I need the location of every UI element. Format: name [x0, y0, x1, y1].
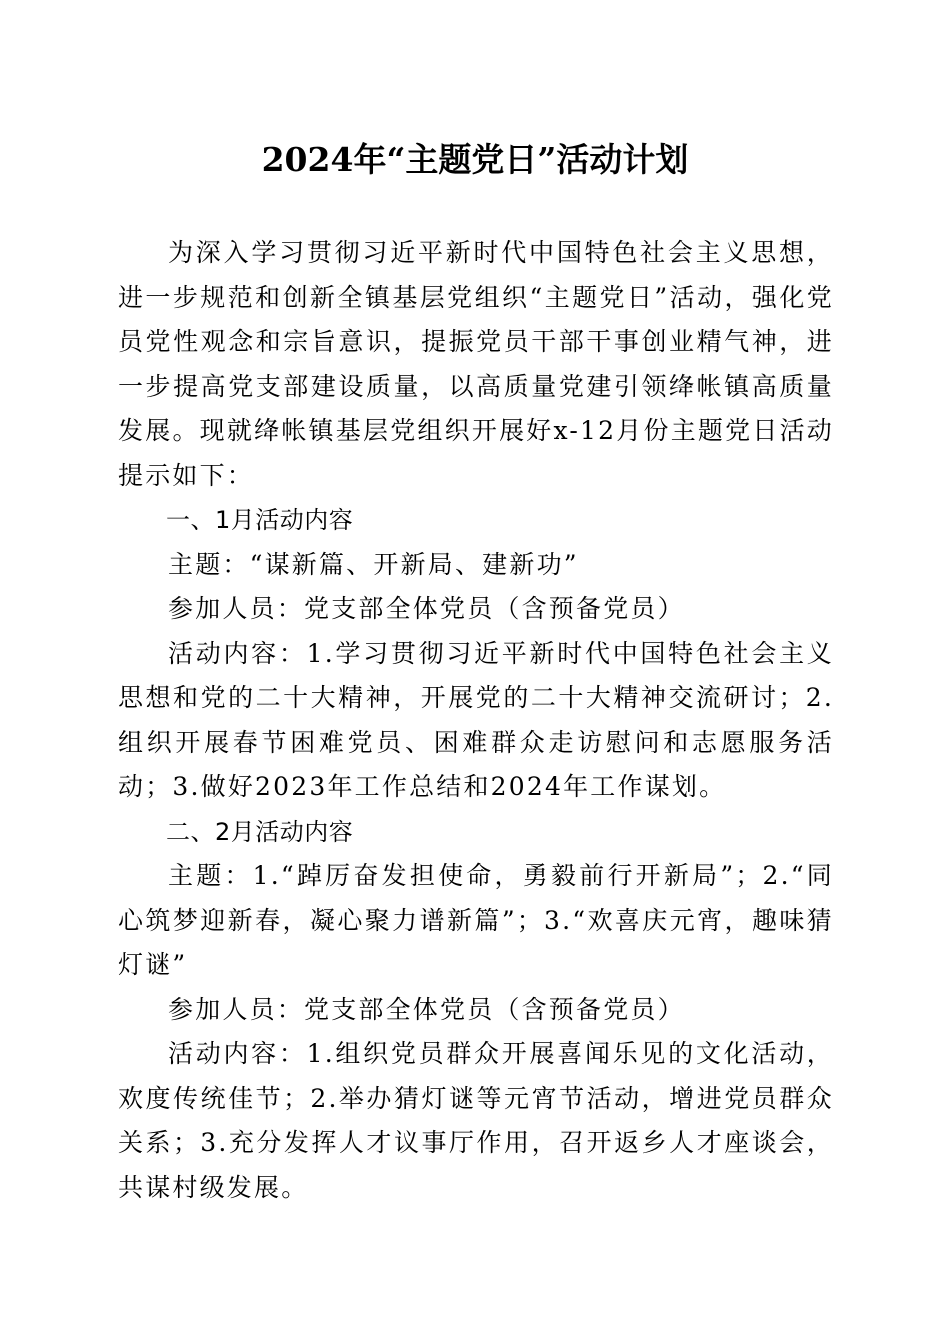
section-heading: 二、2月活动内容 — [166, 817, 354, 846]
document-title: 2024年“主题党日”活动计划 — [261, 140, 689, 179]
section-theme: 主题：“谋新篇、开新局、建新功” — [168, 549, 579, 579]
section-content: 活动内容：1.学习贯彻习近平新时代中国特色社会主义思想和党的二十大精神，开展党的二十大精神交流研讨；2.组织开展春节困难党员、困难群众走访慰问和志愿服务活动；3.做好2023年工作总结和2024年工作谋划。 — [118, 638, 834, 801]
section-participants: 参加人员：党支部全体党员（含预备党员） — [168, 594, 685, 623]
section-participants: 参加人员：党支部全体党员（含预备党员） — [168, 994, 685, 1024]
document-body — [118, 231, 834, 1210]
section-january — [118, 498, 834, 810]
section-february — [118, 810, 834, 1211]
section-heading: 一、1月活动内容 — [166, 506, 354, 534]
section-content: 活动内容：1.组织党员群众开展喜闻乐见的文化活动，欢度传统佳节；2.举办猜灯谜等元宵节活动，增进党员群众关系；3.充分发挥人才议事厅作用，召开返乡人才座谈会，共谋村级发展。 — [118, 1039, 834, 1202]
intro-paragraph: 为深入学习贯彻习近平新时代中国特色社会主义思想，进一步规范和创新全镇基层党组织“主题党日”活动，强化党员党性观念和宗旨意识，提振党员干部干事创业精气神，进一步提高党支部建设质量，以高质量党建引领绛帐镇高质量发展。现就绛帐镇基层党组织开展好x-12月份主题党日活动提示如下： — [118, 238, 834, 490]
section-theme: 主题：1.“踔厉奋发担使命，勇毅前行开新局”；2.“同心筑梦迎新春，凝心聚力谱新篇”；3.“欢喜庆元宵，趣味猜灯谜” — [118, 861, 834, 979]
